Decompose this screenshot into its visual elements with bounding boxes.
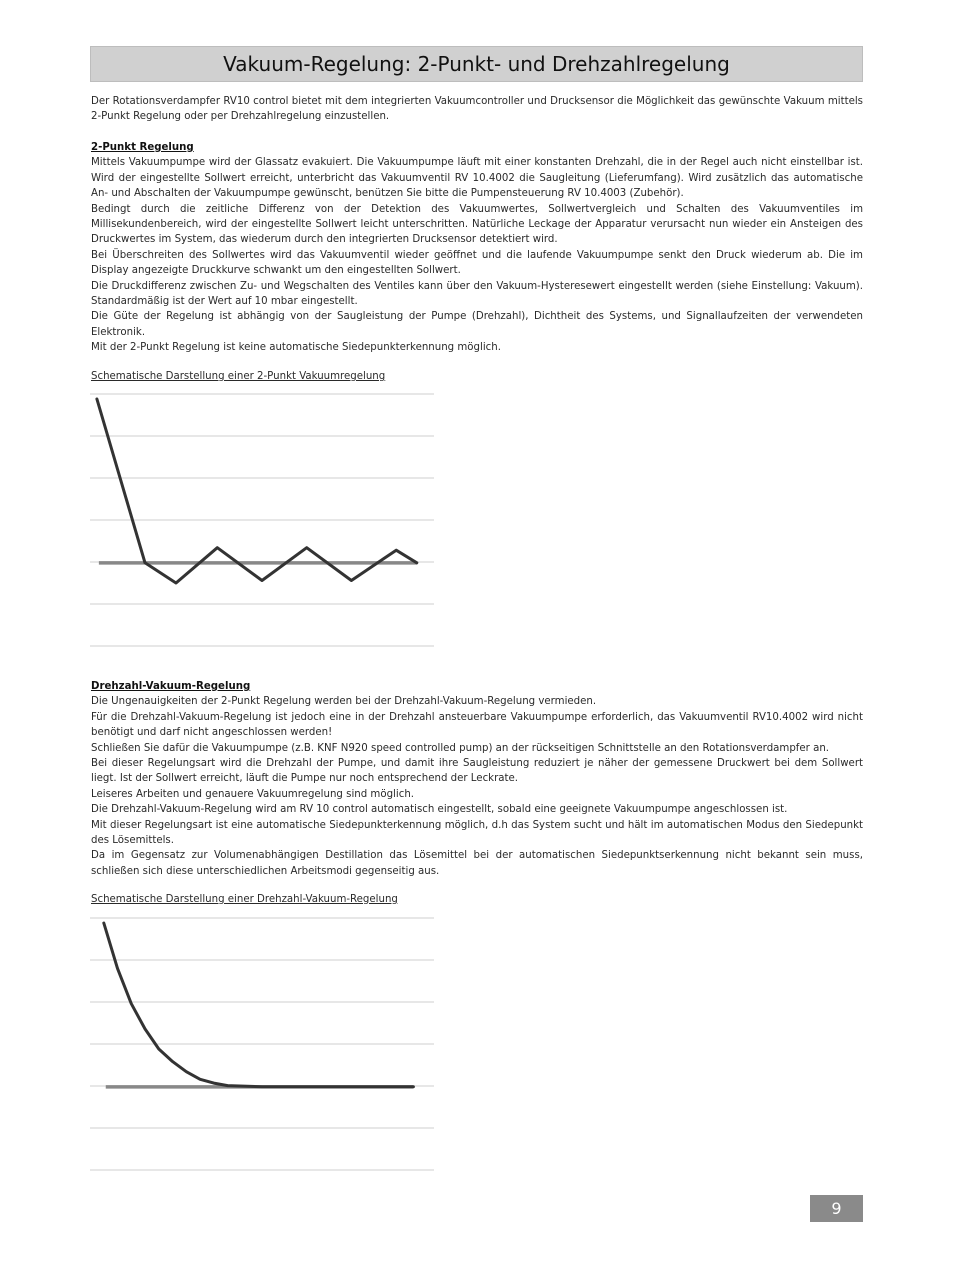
section-2punkt <box>91 140 863 356</box>
paragraph: Die Güte der Regelung ist abhängig von der Saugleistung der Pumpe (Drehzahl), Dichtheit des Systems, und Signallaufzeiten der verwendeten Elektronik. <box>91 311 863 338</box>
pressure-curve <box>104 923 414 1087</box>
paragraph: Die Druckdifferenz zwischen Zu- und Wegschalten des Ventiles kann über den Vakuum-Hysteresewert eingestellt werden (siehe Einstellung: Vakuum). Standardmäßig ist der Wert auf 10 mbar eingestellt. <box>91 280 863 308</box>
intro-paragraph: Der Rotationsverdampfer RV10 control bietet mit dem integrierten Vakuumcontroller und Drucksensor die Möglichkeit das gewünschte Vakuum mittels 2-Punkt Regelung oder per Drehzahlregelung einzustellen. <box>91 96 863 123</box>
paragraph: Bei dieser Regelungsart wird die Drehzahl der Pumpe, und damit ihre Saugleistung reduziert je näher der gemessene Druckwert bei dem Sollwert liegt. Ist der Sollwert erreicht, läuft die Pumpe nur noch entsprechend der Leckrate. <box>91 758 863 785</box>
intro-text <box>91 94 863 125</box>
page-number: 9 <box>810 1195 863 1222</box>
paragraph: Mit dieser Regelungsart ist eine automatische Siedepunkterkennung möglich, d.h das System sucht und hält im automatischen Modus den Siedepunkt des Lösemittels. <box>91 819 863 847</box>
title-bar <box>90 46 863 82</box>
paragraph: Bei Überschreiten des Sollwertes wird das Vakuumventil wieder geöffnet und die laufende Vakuumpumpe senkt den Druck wiederum ab. Die im Display angezeigte Druckkurve schwankt um den eingestellten Sollwert. <box>91 249 863 277</box>
paragraph: Für die Drehzahl-Vakuum-Regelung ist jedoch eine in der Drehzahl ansteuerbare Vakuumpumpe erforderlich, das Vakuumventil RV10.4002 wird nicht benötigt und darf nicht angeschlossen werden! <box>91 711 863 739</box>
chart-caption-drehzahl: Schematische Darstellung einer Drehzahl-Vakuum-Regelung <box>91 894 398 905</box>
paragraph: Da im Gegensatz zur Volumenabhängigen Destillation das Lösemittel bei der automatischen Siedepunktserkennung nicht bekannt sein muss, schließen sich diese unterschiedlichen Arbeitsmodi gegenseitig aus. <box>91 850 863 877</box>
paragraph: Leiseres Arbeiten und genauere Vakuumregelung sind möglich. <box>91 788 415 800</box>
paragraph: Schließen Sie dafür die Vakuumpumpe (z.B. KNF N920 speed controlled pump) an der rückseitigen Schnittstelle an den Rotationsverdampfer an. <box>91 742 830 754</box>
page-title: Vakuum-Regelung: 2-Punkt- und Drehzahlregelung <box>223 52 730 76</box>
paragraph: Mit der 2-Punkt Regelung ist keine automatische Siedepunkterkennung möglich. <box>91 342 501 354</box>
section-heading-drehzahl: Drehzahl-Vakuum-Regelung <box>91 681 251 692</box>
paragraph: Die Drehzahl-Vakuum-Regelung wird am RV 10 control automatisch eingestellt, sobald eine geeignete Vakuumpumpe angeschlossen ist. <box>91 804 788 816</box>
section-heading-2punkt: 2-Punkt Regelung <box>91 142 194 153</box>
paragraph: Mittels Vakuumpumpe wird der Glassatz evakuiert. Die Vakuumpumpe läuft mit einer konstanten Drehzahl, die in der Regel auch nicht einstellbar ist. Wird der eingestellte Sollwert erreicht, unterbricht das Vakuumventil RV 10.4002 die Saugleitung (Lieferumfang). Wird zusätzlich das automatische An- und Abschalten der Vakuumpumpe gewünscht, benützen Sie bitte die Pumpensteuerung RV 10.4003 (Zubehör). <box>91 157 863 200</box>
chart-2punkt <box>90 393 436 647</box>
pressure-curve <box>97 399 417 583</box>
section-drehzahl <box>91 679 863 879</box>
chart-drehzahl <box>90 917 436 1171</box>
paragraph: Bedingt durch die zeitliche Differenz von der Detektion des Vakuumwertes, Sollwertvergleich und Schalten des Vakuumventiles im Millisekundenbereich, wird der eingestellte Sollwert leicht unterschritten. Natürliche Leckage der Apparatur verursacht nun wieder ein Ansteigen des Druckwertes im System, das wiederum durch den integrierten Drucksensor detektiert wird. <box>91 203 863 246</box>
chart-caption-2punkt: Schematische Darstellung einer 2-Punkt Vakuumregelung <box>91 371 386 382</box>
paragraph: Die Ungenauigkeiten der 2-Punkt Regelung werden bei der Drehzahl-Vakuum-Regelung vermieden. <box>91 696 597 708</box>
